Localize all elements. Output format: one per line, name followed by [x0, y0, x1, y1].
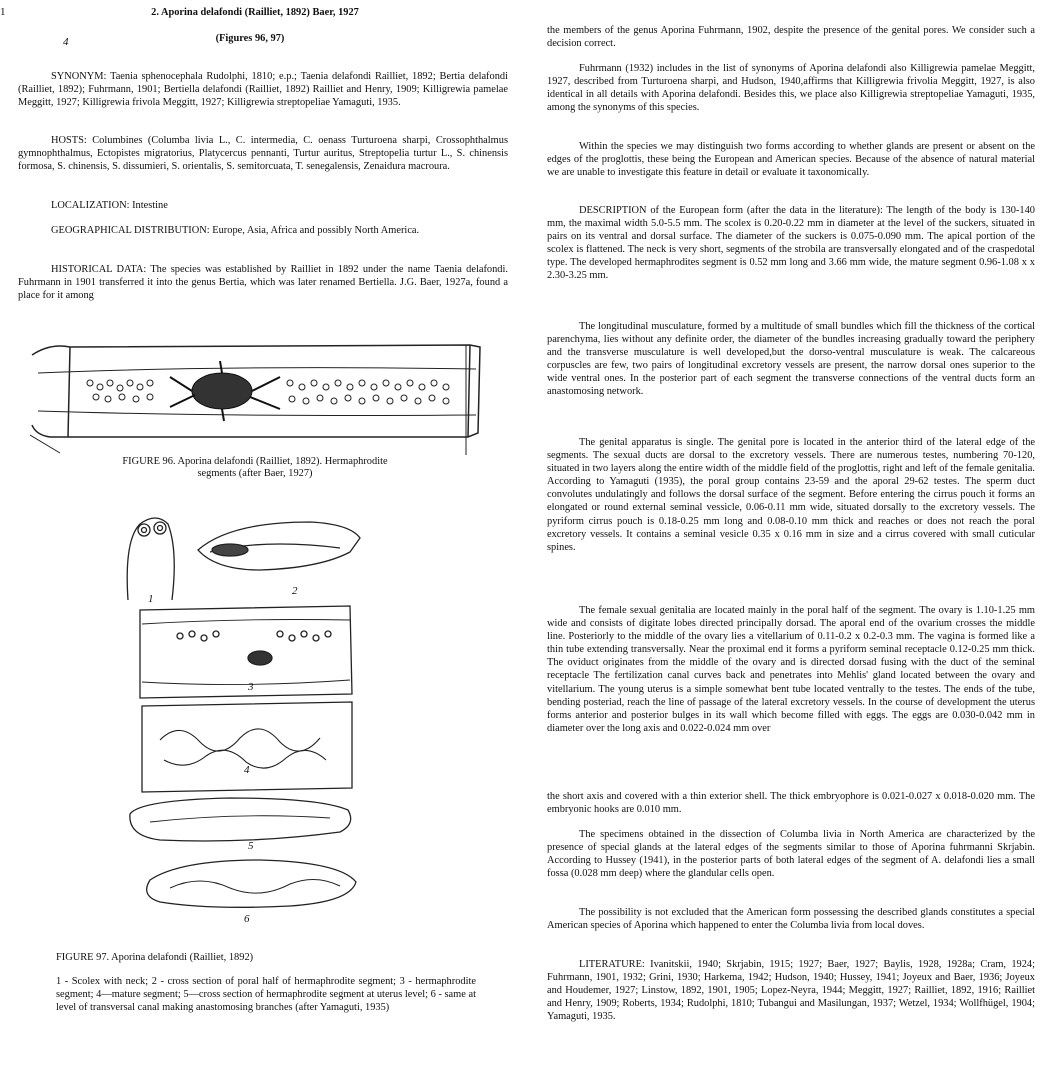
figure-96-drawing [30, 325, 500, 455]
synonym-paragraph: SYNONYM: Taenia sphenocephala Rudolphi, 1810; e.p.; Taenia delafondi Railliet, 1892; Bertia delafondi (Railliet, 1892); Fuhrmann, 1901; Bertiella delafondi (Railliet, 1892) Railliet and Henry, 1909; Killigrewia pamelae Meggitt, 1927; Killigrewia frivola Meggitt, 1927; Killigrewia streptopeliae Yamaguti, 1935. [18, 71, 508, 109]
figure-97-label-6: 6 [244, 913, 250, 925]
figure-97-label-3: 3 [248, 681, 254, 693]
figure-97-legend: 1 - Scolex with neck; 2 - cross section of poral half of hermaphrodite segment; 3 - hermaphrodite segment; 4—mature segment; 5—cross section of hermaphrodite segment at uterus level; 6 - same at level of transversal canal making anastomosing branches (after Yamaguti, 1935) [56, 976, 476, 1014]
figure-97-section-6 [147, 860, 356, 907]
figure-97-label-4: 4 [244, 764, 250, 776]
literature-paragraph: LITERATURE: Ivanitskii, 1940; Skrjabin, 1915; 1927; Baer, 1927; Baylis, 1928, 1928a; Cram, 1924; Fuhrmann, 1901, 1932; Grini, 1930; Harkema, 1942; Hudson, 1940; Hussey, 1941; Joyeux and Baer, 1936; Joyeux and Houdemer, 1927; Linstow, 1892, 1901, 1905; Lopez-Neyra, 1944; Meggitt, 1927; Railliet, 1892, 1916; Railliet and Henry, 1909; Roberts, 1934; Rudolphi, 1810; Tubangui and Masilungan, 1937; Wetzel, 1934; Wollfhügel, 1904; Yamaguti, 1935. [547, 959, 1035, 1023]
figure-97-caption: FIGURE 97. Aporina delafondi (Railliet, 1892) [56, 952, 254, 963]
synonymy-paragraph-1: the members of the genus Aporina Fuhrmann, 1902, despite the presence of the genital pores. We consider such a decision correct. [547, 25, 1035, 50]
page-mark-mid: 4 [63, 36, 69, 48]
figure-97-segment-4 [142, 702, 352, 792]
hosts-paragraph: HOSTS: Columbines (Columba livia L., C. intermedia, C. oenass Turturoena sharpi, Crossophthalmus gymnophthalmus, Ectopistes migratorius, Platycercus pennanti, Turtur auritus, Streptopelia turtur L., S. chinensis formosa, S. chinensis, S. dissumieri, S. orientalis, S. semitorcuata, T. senegalensis, Zenaidura macroura. [18, 135, 508, 173]
forms-paragraph: Within the species we may distinguish two forms according to whether glands are present or absent on the edges of the proglottis, these being the European and American species. Because of the absence of natural material we are unable to investigate this feature in detail or evaluate it taxonomically. [547, 141, 1035, 179]
american-form-paragraph: The specimens obtained in the dissection of Columba livia in North America are characterized by the presence of special glands at the lateral edges of the segments similar to those of Aporina fuhrmanni Skrjabin. According to Hussey (1941), in the posterior parts of both lateral edges of the segment of A. delafondi lies a small fossa (0.028 mm deep) where the glandular cells open. [547, 829, 1035, 880]
figure-97-label-5: 5 [248, 840, 254, 852]
figures-reference: (Figures 96, 97) [215, 33, 285, 44]
figure-96-caption-line2: segments (after Baer, 1927) [197, 468, 313, 479]
genital-apparatus-paragraph: The genital apparatus is single. The genital pore is located in the anterior third of the lateral edge of the segments. The sexual ducts are dorsal to the excretory vessels. There are numerous testes, numbering 70-120, situated in two layers along the entire width of the middle field of the proglottis, right and left of the female genitalia. According to Yamaguti (1935), the poral group contains 23-59 and the aporal 29-62 testes. The sperm duct convolutes undulatingly and follows the dorsal surface of the segment. Before entering the cirrus pouch it forms an elongated or round external seminal vessicle, 0.06-0.11 mm wide, situated dorsally to the excretory vessels. The pyriform cirrus pouch is 0.18-0.25 mm long and 0.08-0.10 mm thick and reaches or does not reach the poral excretory vessels. It contains a seminal vesicle 0.35 x 0.16 mm in size and a cirrus covered with small cuticular spines. [547, 437, 1035, 553]
distribution-paragraph: GEOGRAPHICAL DISTRIBUTION: Europe, Asia, Africa and possibly North America. [51, 225, 420, 236]
figure-96-caption-line1: FIGURE 96. Aporina delafondi (Railliet, 1892). Hermaphrodite [122, 456, 388, 467]
figure-97-cross-section-2 [198, 522, 360, 570]
species-heading: 2. Aporina delafondi (Railliet, 1892) Baer, 1927 [151, 7, 359, 18]
figure-96-ovary [170, 361, 280, 421]
synonymy-paragraph-2: Fuhrmann (1932) includes in the list of synonyms of Aporina delafondi also Killigrewia pamelae Meggitt, 1927, described from Turturoena sharpi, and Hudson, 1940,affirms that Killigrewia frivolia Meggitt, 1927, is also identical in all details with Aporina delafondi. Besides this, we place also Killigrewia streptopeliae Yamaguti, 1935, among the synonyms of this species. [547, 63, 1035, 114]
female-genitalia-paragraph: The female sexual genitalia are located mainly in the poral half of the segment. The ovary is 1.10-1.25 mm wide and consists of digitate lobes directed principally dorsad. The aporal end of the ovarium crosses the middle line. Posteriorly to the middle of the ovary lies a vitellarium of 0.11-0.2 x 0.2-0.3 mm. The vagina is formed like a thin tube extending transversally. Near the proximal end it forms a pyriform seminal receptacle 0.12-0.25 mm thick. The oviduct originates from the middle of the ovary and is directed dorsad fusing with the duct of the seminal receptacle The fertilization canal curves back and penetrates into Mehlis' gland located between the ovary and vitellarium. The young uterus is a simple somewhat bent tube located ventrally to the testes. The ends of the tube, bending posteriad, reach the line of passage of the lateral excretory vessels. In the course of development the uterus forms anterior and posterior bulges in its wall which become filled with eggs. The eggs are 0.030-0.042 mm in diameter over the long axis and 0.022-0.024 mm over [547, 605, 1035, 734]
figure-97-drawing [120, 510, 370, 950]
description-paragraph: DESCRIPTION of the European form (after the data in the literature): The length of the body is 130-140 mm, the maximal width 5.0-5.5 mm. The scolex is 0.20-0.22 mm in diameter at the level of the suckers, situated in pairs on its ventral and dorsal surface. The diameter of the suckers is 0.075-0.090 mm. The apical portion of the scolex is flattened. The neck is very short, segments of the strobila are transversally elongated and of the craspedotal type. The developed hermaphrodites segment is 0.52 mm long and 3.66 mm wide, the mature segment 0.96-1.08 x x 2.30-3.25 mm. [547, 205, 1035, 282]
page-mark-left: 1 [0, 6, 6, 18]
musculature-paragraph: The longitudinal musculature, formed by a multitude of small bundles which fill the thickness of the cortical parenchyma, lies without any definite order, the diameter of the bundles increasing gradually toward the periphery and the transverse musculature is well developed,but the dorso-ventral musculature is weak. The calcareous corpuscles are few, two pairs of longitudinal excretory vessels are present, the narrow dorsal ones superior to the wide ventral ones. In the posterior part of each segment the transverse connections of the ventral ducts form an anastomosing network. [547, 321, 1035, 398]
figure-97-label-2: 2 [292, 585, 298, 597]
figure-97-label-1: 1 [148, 593, 154, 605]
historical-paragraph: HISTORICAL DATA: The species was established by Railliet in 1892 under the name Taenia delafondi. Fuhrmann in 1901 transferred it into the genus Bertia, which was later renamed Bertiella. J.G. Baer, 1927a, found a place for it among [18, 264, 508, 302]
figure-97-segment-3 [140, 606, 352, 698]
eggs-paragraph: the short axis and covered with a thin exterior shell. The thick embryophore is 0.021-0.027 x 0.018-0.020 mm. The embryonic hooks are 0.010 mm. [547, 791, 1035, 816]
localization-paragraph: LOCALIZATION: Intestine [51, 200, 168, 211]
possibility-paragraph: The possibility is not excluded that the American form possessing the described glands constitutes a special American species of Aporina which happened to enter the Columba livia from local doves. [547, 907, 1035, 932]
figure-97-scolex [127, 518, 174, 600]
figure-97-section-5 [130, 798, 351, 841]
